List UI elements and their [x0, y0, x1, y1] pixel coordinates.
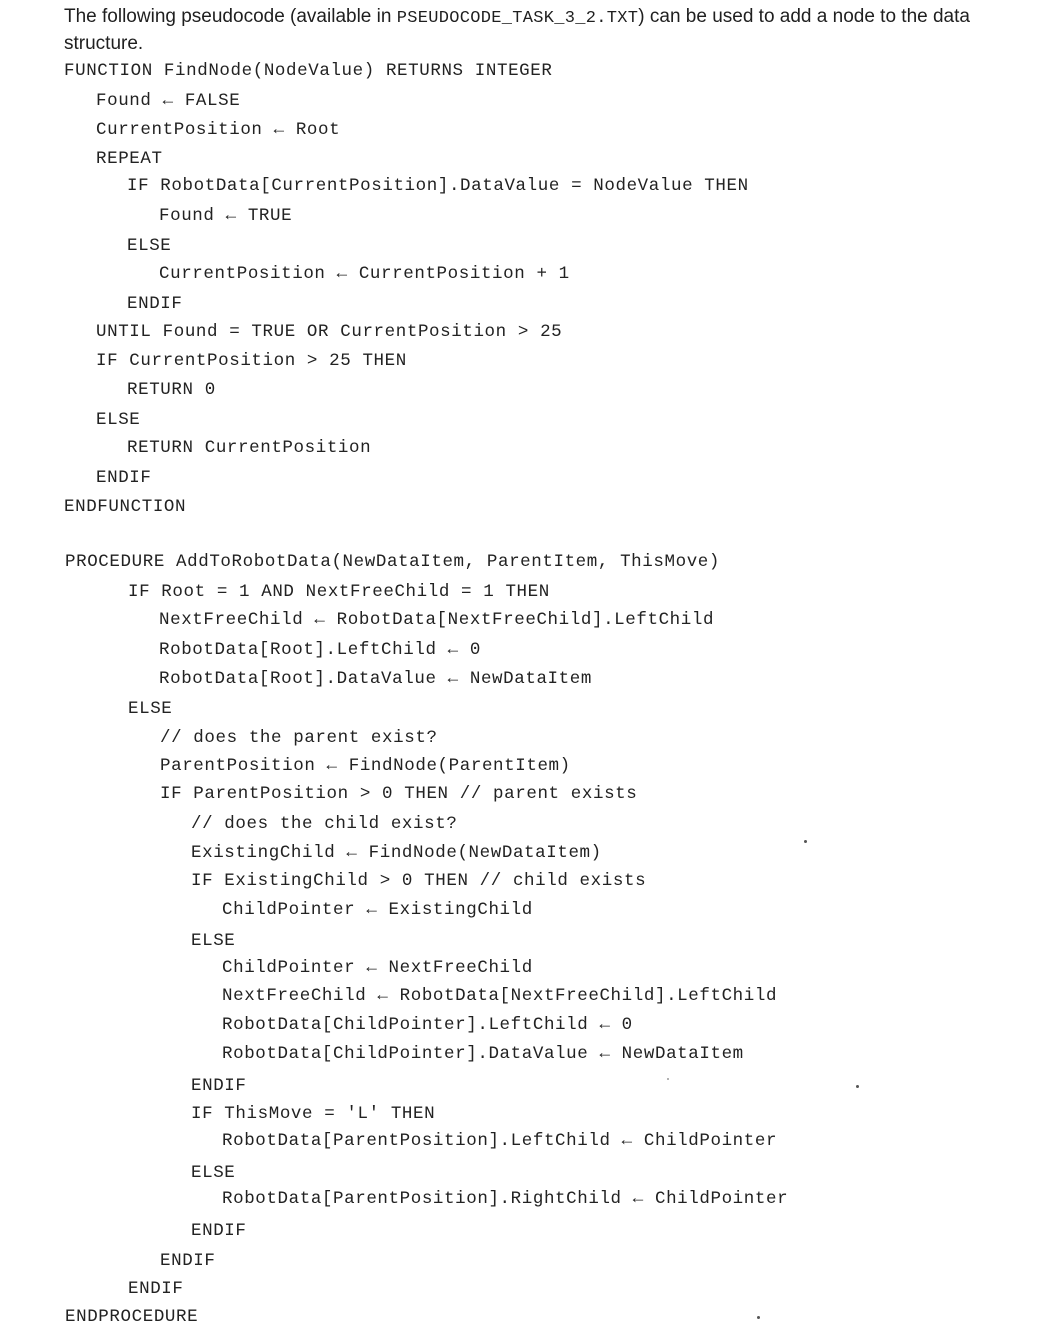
scan-speck	[667, 1078, 669, 1080]
code-line: UNTIL Found = TRUE OR CurrentPosition > 25	[96, 322, 563, 342]
code-line: NextFreeChild ← RobotData[NextFreeChild].LeftChild	[159, 610, 715, 630]
code-line: PROCEDURE AddToRobotData(NewDataItem, ParentItem, ThisMove)	[65, 552, 721, 572]
code-line: ENDIF	[127, 294, 183, 314]
code-line: IF ThisMove = 'L' THEN	[191, 1104, 436, 1124]
code-line: ELSE	[127, 236, 172, 256]
code-line: ChildPointer ← NextFreeChild	[222, 958, 533, 978]
code-line: IF ExistingChild > 0 THEN // child exists	[191, 871, 647, 891]
intro-paragraph	[64, 4, 1004, 56]
code-line: ChildPointer ← ExistingChild	[222, 900, 533, 920]
code-line: RETURN CurrentPosition	[127, 438, 372, 458]
scan-speck	[757, 1316, 760, 1319]
code-line: RobotData[ParentPosition].RightChild ← ChildPointer	[222, 1189, 789, 1209]
code-line: // does the parent exist?	[160, 728, 438, 748]
intro-text-after: ) can be used to add a node to the data structure.	[64, 6, 970, 54]
code-line: RobotData[Root].DataValue ← NewDataItem	[159, 669, 592, 689]
code-line: ENDIF	[96, 468, 152, 488]
code-line: ParentPosition ← FindNode(ParentItem)	[160, 756, 571, 776]
code-line: IF CurrentPosition > 25 THEN	[96, 351, 407, 371]
intro-text-before: The following pseudocode (available in	[64, 6, 397, 27]
code-line: REPEAT	[96, 149, 163, 169]
code-line: RobotData[ChildPointer].DataValue ← NewDataItem	[222, 1044, 744, 1064]
code-line: IF RobotData[CurrentPosition].DataValue = NodeValue THEN	[127, 176, 749, 196]
code-line: RobotData[ParentPosition].LeftChild ← ChildPointer	[222, 1131, 778, 1151]
code-line: // does the child exist?	[191, 814, 458, 834]
scan-speck	[804, 840, 807, 843]
code-line: IF Root = 1 AND NextFreeChild = 1 THEN	[128, 582, 550, 602]
scan-speck	[856, 1085, 859, 1088]
code-line: ExistingChild ← FindNode(NewDataItem)	[191, 843, 602, 863]
code-line: Found ← TRUE	[159, 206, 293, 226]
code-line: ENDPROCEDURE	[65, 1307, 199, 1327]
code-line: CurrentPosition ← CurrentPosition + 1	[159, 264, 570, 284]
code-line: CurrentPosition ← Root	[96, 120, 341, 140]
code-line: Found ← FALSE	[96, 91, 241, 111]
code-line: ELSE	[96, 410, 141, 430]
code-line: ELSE	[191, 1163, 236, 1183]
code-line: NextFreeChild ← RobotData[NextFreeChild].LeftChild	[222, 986, 778, 1006]
intro-filename: PSEUDOCODE_TASK_3_2.TXT	[396, 9, 639, 28]
code-line: RETURN 0	[127, 380, 216, 400]
code-line: FUNCTION FindNode(NodeValue) RETURNS INTEGER	[64, 61, 553, 81]
code-line: ENDFUNCTION	[64, 497, 187, 517]
code-line: RobotData[Root].LeftChild ← 0	[159, 640, 481, 660]
code-line: ELSE	[128, 699, 173, 719]
code-line: IF ParentPosition > 0 THEN // parent exists	[160, 784, 638, 804]
code-line: ENDIF	[191, 1076, 247, 1096]
code-line: ELSE	[191, 931, 236, 951]
code-line: RobotData[ChildPointer].LeftChild ← 0	[222, 1015, 633, 1035]
code-line: ENDIF	[160, 1251, 216, 1271]
code-line: ENDIF	[191, 1221, 247, 1241]
code-line: ENDIF	[128, 1279, 184, 1299]
